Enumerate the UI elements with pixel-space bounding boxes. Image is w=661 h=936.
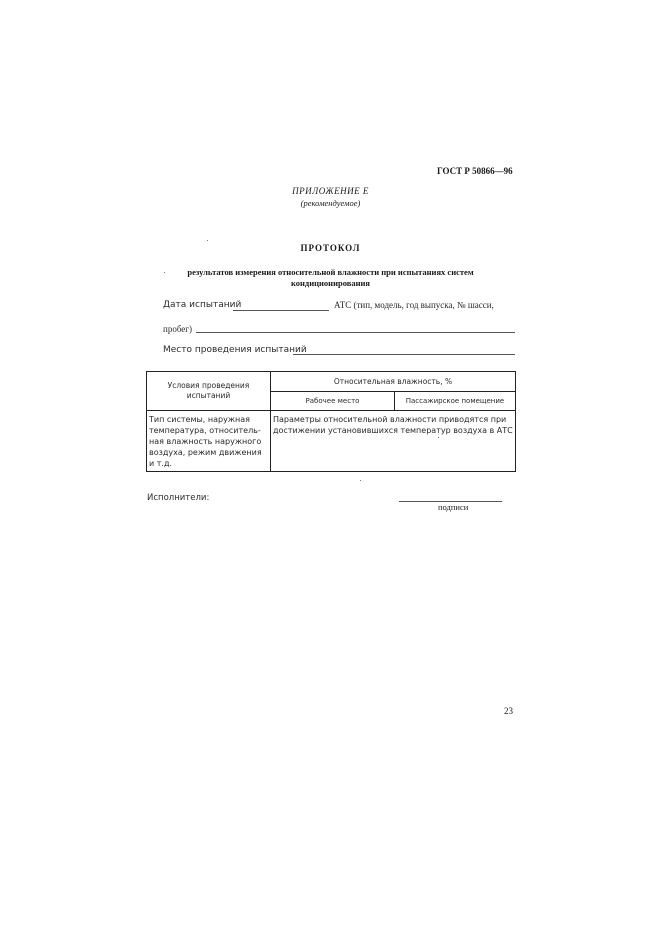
standard-number: ГОСТ Р 50866—96: [437, 166, 513, 176]
humidity-note-line2: достижении установившихся температур воздуха в АТС: [273, 426, 513, 435]
protocol-title: ПРОТОКОЛ: [300, 243, 361, 253]
workplace-header: Рабочее место: [271, 392, 395, 411]
vehicle-label: АТС (тип, модель, год выпуска, № шасси,: [334, 300, 494, 310]
page-number: 23: [504, 706, 513, 716]
mileage-line: [196, 332, 515, 333]
scan-speck: [360, 480, 361, 481]
conditions-line: и т.д.: [149, 459, 173, 468]
appendix-title: ПРИЛОЖЕНИЕ Е: [292, 186, 369, 196]
humidity-header: Относительная влажность, %: [271, 372, 516, 392]
place-label: Место проведения испытаний: [163, 345, 307, 355]
scan-speck: [438, 437, 439, 438]
executors-label: Исполнители:: [147, 493, 210, 503]
conditions-cell: [147, 411, 271, 472]
place-line: [293, 354, 515, 355]
humidity-table: [146, 371, 516, 472]
test-date-line: [233, 310, 329, 311]
protocol-subtitle-line1: результатов измерения относительной влажности при испытаниях систем: [187, 267, 474, 277]
appendix-subtitle: (рекомендуемое): [300, 198, 361, 208]
mileage-label: пробег): [163, 324, 192, 334]
scan-speck: [207, 240, 208, 241]
conditions-header-line2: испытаний: [186, 391, 231, 400]
conditions-line: Тип системы, наружная: [149, 415, 250, 424]
conditions-header-line1: Условия проведения: [167, 381, 250, 390]
signatures-label: подписи: [438, 502, 469, 512]
passenger-header: Пассажирское помещение: [395, 392, 516, 411]
conditions-line: температура, относитель-: [149, 426, 261, 435]
conditions-header: [147, 372, 271, 411]
test-date-label: Дата испытаний: [163, 300, 242, 310]
conditions-line: воздуха, режим движения: [149, 448, 262, 457]
protocol-subtitle-line2: кондиционирования: [291, 278, 370, 288]
scan-speck: [164, 272, 165, 273]
conditions-line: ная влажность наружного: [149, 437, 262, 446]
humidity-note-line1: Параметры относительной влажности приводятся при: [273, 415, 507, 424]
humidity-note-cell: [271, 411, 516, 472]
